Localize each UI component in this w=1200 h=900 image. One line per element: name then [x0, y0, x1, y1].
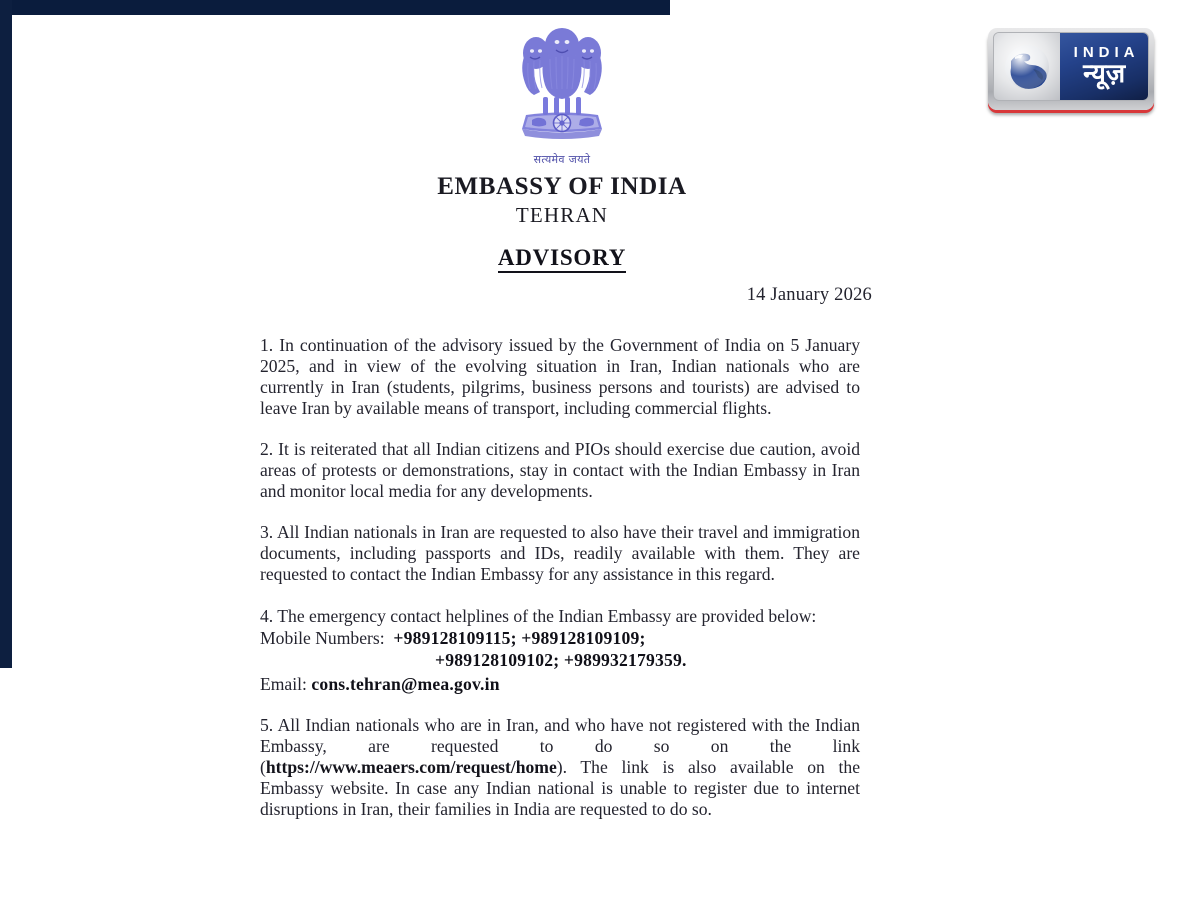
logo-frame — [988, 28, 1154, 110]
emblem-motto: सत्यमेव जयते — [533, 153, 591, 166]
logo-text-pane — [1060, 33, 1148, 100]
email-value[interactable]: cons.tehran@mea.gov.in — [311, 674, 500, 694]
mobile-numbers-row-2 — [260, 649, 860, 671]
document-heading-text: ADVISORY — [498, 245, 626, 273]
left-navy-strip — [0, 0, 12, 668]
logo-hindi-text: न्यूज़ — [1083, 58, 1126, 89]
top-navy-band — [0, 0, 670, 15]
india-national-emblem-icon — [516, 23, 608, 151]
document-date: 14 January 2026 — [746, 285, 872, 305]
registration-text-part-1: 5. All Indian nationals who are in Iran, and who have not registered with the Indian Embassy, are requested to do so on the link ( — [260, 715, 860, 777]
advisory-paragraph-1: 1. In continuation of the advisory issued by the Government of India on 5 January 2025, and in view of the evolving situation in Iran, Indian nationals who are currently in Iran (students, pilgrims, business persons and tourists) are advised to leave Iran by available means of transport, including commercial flights. — [260, 335, 860, 418]
advisory-paragraph-2: 2. It is reiterated that all Indian citizens and PIOs should exercise due caution, avoid areas of protests or demonstrations, stay in contact with the Indian Embassy in Iran and monitor local media for any developments. — [260, 439, 860, 501]
organization-city: TEHRAN — [515, 203, 609, 227]
registration-text-part-2: ). The link is also available on the Embassy website. In case any Indian national is unable to register due to internet disruptions in Iran, their families in India are requested to do so. — [260, 757, 860, 819]
logo-inner-panel — [993, 32, 1149, 101]
advisory-paragraph-3: 3. All Indian nationals in Iran are requested to also have their travel and immigration documents, including passports and IDs, readily available with them. They are requested to contact the Indian Embassy for any assistance in this regard. — [260, 522, 860, 584]
advisory-paragraph-5 — [260, 715, 860, 820]
mobile-numbers-row-1 — [260, 627, 860, 649]
emblem-block — [12, 15, 1112, 167]
mobile-numbers-label: Mobile Numbers: — [260, 628, 385, 648]
document-body — [260, 335, 860, 840]
emergency-contact-intro: 4. The emergency contact helplines of the Indian Embassy are provided below: — [260, 606, 817, 626]
mobile-numbers-value-2: +989128109102; +989932179359. — [435, 650, 687, 670]
document-heading — [12, 245, 1112, 271]
logo-india-text: INDIA — [1073, 43, 1140, 61]
registration-link[interactable]: https://www.meaers.com/request/home — [265, 757, 557, 777]
globe-icon — [999, 39, 1055, 95]
india-news-logo — [988, 28, 1154, 110]
email-label: Email: — [260, 674, 307, 694]
email-row — [260, 673, 860, 695]
organization-title: EMBASSY OF INDIA — [437, 173, 687, 200]
mobile-numbers-value-1: +989128109115; +989128109109; — [393, 628, 646, 648]
logo-globe-pane — [994, 33, 1060, 100]
advisory-document — [12, 15, 1200, 900]
